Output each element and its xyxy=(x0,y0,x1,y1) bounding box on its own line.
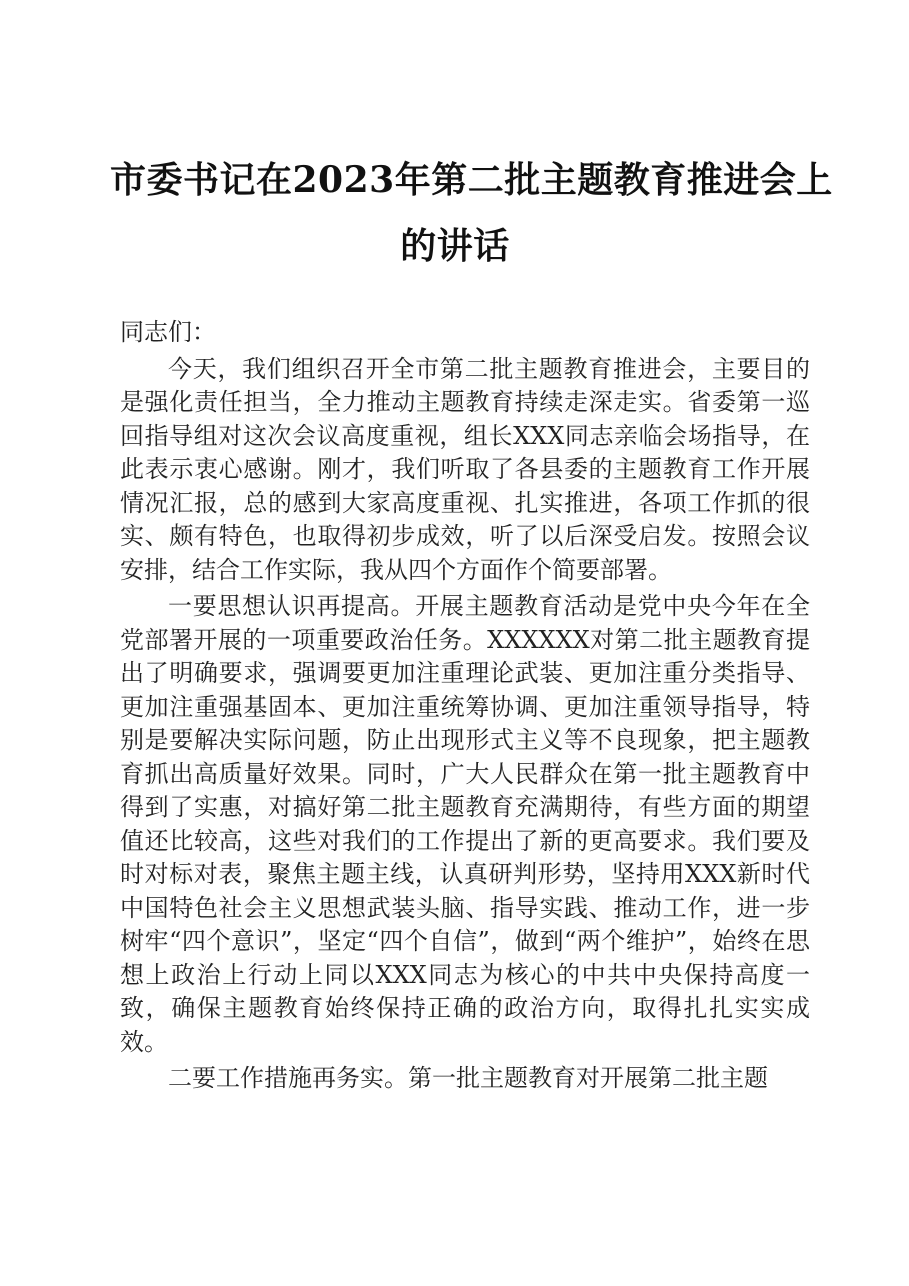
paragraph-point-two: 二要工作措施再务实。第一批主题教育对开展第二批主题 xyxy=(168,1064,768,1092)
greeting: 同志们： xyxy=(120,318,216,346)
document-title-line-2: 的讲话 xyxy=(400,225,510,267)
paragraph-opening: 今天，我们组织召开全市第二批主题教育推进会，主要目的是强化责任担当，全力推动主题教育持续走深走实。省委第一巡回指导组对这次会议高度重视，组长XXX同志亲临会场指导，在此表示衷心感谢。刚才，我们听取了各县委的主题教育工作开展情况汇报，总的感到大家高度重视、扎实推进，各项工作抓的很实、颇有特色，也取得初步成效，听了以后深受启发。按照会议安排，结合工作实际，我从四个方面作个简要部署。 xyxy=(120,354,810,584)
paragraph-point-one: 一要思想认识再提高。开展主题教育活动是党中央今年在全党部署开展的一项重要政治任务。XXXXXX对第二批主题教育提出了明确要求，强调要更加注重理论武装、更加注重分类指导、更加注重强基固本、更加注重统筹协调、更加注重领导指导，特别是要解决实际问题，防止出现形式主义等不良现象，把主题教育抓出高质量好效果。同时，广大人民群众在第一批主题教育中得到了实惠，对搞好第二批主题教育充满期待，有些方面的期望值还比较高，这些对我们的工作提出了新的更高要求。我们要及时对标对表，聚焦主题主线，认真研判形势，坚持用XXX新时代中国特色社会主义思想武装头脑、指导实践、推动工作，进一步树牢“四个意识”，坚定“四个自信”，做到“两个维护”，始终在思想上政治上行动上同以XXX同志为核心的中共中央保持高度一致，确保主题教育始终保持正确的政治方向，取得扎扎实实成效。 xyxy=(120,592,810,1056)
document-body xyxy=(120,316,810,1096)
document-title-line-1: 市委书记在2023年第二批主题教育推进会上 xyxy=(110,159,833,201)
